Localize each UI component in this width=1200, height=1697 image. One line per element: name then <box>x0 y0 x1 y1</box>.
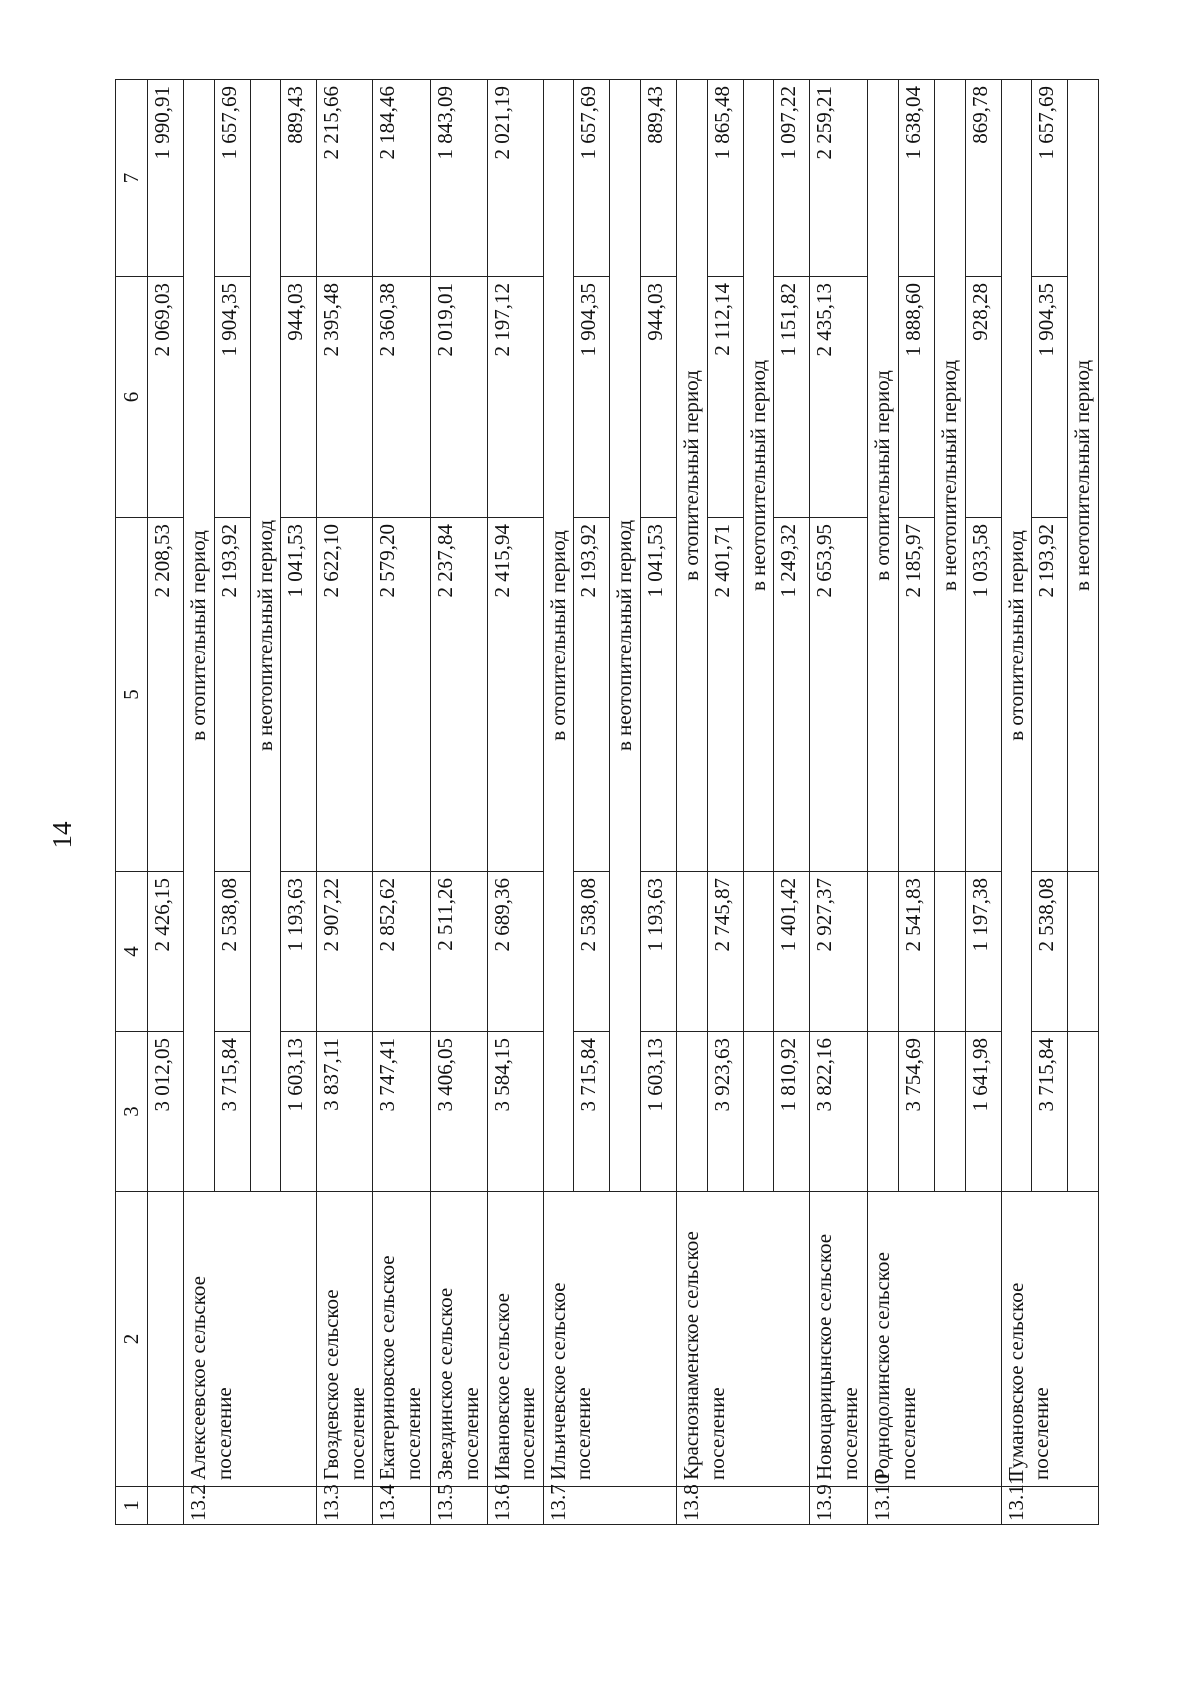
table-row <box>543 80 574 1525</box>
value-cell: 1 097,22 <box>774 80 810 277</box>
blank-cell <box>1068 872 1099 1032</box>
row-name-cell: Алексеевское сельское поселение <box>184 1192 317 1487</box>
value-cell: 889,43 <box>281 80 317 277</box>
row-num-cell: 13.6 <box>487 1487 543 1525</box>
value-cell: 2 185,97 <box>898 518 934 872</box>
value-cell: 2 426,15 <box>148 872 184 1032</box>
period-label: в неотопительный период <box>934 80 965 872</box>
row-name-cell: Екатериновское сельское поселение <box>373 1192 431 1487</box>
value-cell: 2 197,12 <box>487 277 543 518</box>
value-cell: 1 657,69 <box>574 80 610 277</box>
row-num-cell: 13.2 <box>184 1487 317 1525</box>
value-cell: 3 715,84 <box>574 1032 610 1192</box>
row-num-cell: 13.5 <box>431 1487 487 1525</box>
row-name-cell: Звездинское сельское поселение <box>431 1192 487 1487</box>
value-cell: 944,03 <box>641 277 677 518</box>
value-cell: 1 041,53 <box>281 518 317 872</box>
value-cell: 1 193,63 <box>281 872 317 1032</box>
row-num-cell: 13.4 <box>373 1487 431 1525</box>
period-label: в отопительный период <box>184 80 215 1192</box>
value-cell: 1 904,35 <box>574 277 610 518</box>
value-cell: 3 715,84 <box>214 1032 250 1192</box>
value-cell: 2 538,08 <box>574 872 610 1032</box>
value-cell: 1 033,58 <box>965 518 1001 872</box>
value-cell: 1 638,04 <box>898 80 934 277</box>
row-name-cell: Гвоздевское сельское поселение <box>317 1192 373 1487</box>
value-cell: 1 249,32 <box>774 518 810 872</box>
value-cell: 1 041,53 <box>641 518 677 872</box>
tariff-table-rotated <box>115 80 1095 1525</box>
value-cell: 3 822,16 <box>810 1032 868 1192</box>
value-cell: 2 208,53 <box>148 518 184 872</box>
row-name-cell: Новоцарицынское сельское поселение <box>810 1192 868 1487</box>
blank-cell <box>677 872 708 1032</box>
value-cell: 2 653,95 <box>810 518 868 872</box>
table-row <box>677 80 708 1525</box>
value-cell: 1 603,13 <box>281 1032 317 1192</box>
value-cell: 2 395,48 <box>317 277 373 518</box>
period-label: в отопительный период <box>543 80 574 1192</box>
value-cell: 869,78 <box>965 80 1001 277</box>
value-cell: 1 641,98 <box>965 1032 1001 1192</box>
value-cell: 2 021,19 <box>487 80 543 277</box>
value-cell: 2 069,03 <box>148 277 184 518</box>
blank-cell <box>743 872 774 1032</box>
blank-cell <box>1068 1032 1099 1192</box>
row-num-cell: 13.11 <box>1001 1487 1098 1525</box>
value-cell: 2 112,14 <box>707 277 743 518</box>
row-num-cell: 13.9 <box>810 1487 868 1525</box>
value-cell: 1 888,60 <box>898 277 934 518</box>
value-cell: 2 193,92 <box>1032 518 1068 872</box>
value-cell: 2 360,38 <box>373 277 431 518</box>
header-cell: 7 <box>116 80 148 277</box>
value-cell: 2 215,66 <box>317 80 373 277</box>
row-name-cell: Краснознаменское сельское поселение <box>677 1192 810 1487</box>
value-cell: 1 810,92 <box>774 1032 810 1192</box>
value-cell: 3 837,11 <box>317 1032 373 1192</box>
value-cell: 2 689,36 <box>487 872 543 1032</box>
header-cell: 3 <box>116 1032 148 1192</box>
value-cell: 3 012,05 <box>148 1032 184 1192</box>
value-cell: 1 193,63 <box>641 872 677 1032</box>
row-name-cell: Тумановское сельское поселение <box>1001 1192 1098 1487</box>
value-cell: 2 907,22 <box>317 872 373 1032</box>
row-num-cell: 13.10 <box>868 1487 1001 1525</box>
value-cell: 1 657,69 <box>214 80 250 277</box>
value-cell: 1 865,48 <box>707 80 743 277</box>
blank-cell <box>934 1032 965 1192</box>
value-cell: 1 904,35 <box>1032 277 1068 518</box>
value-cell: 1 151,82 <box>774 277 810 518</box>
value-cell: 2 237,84 <box>431 518 487 872</box>
value-cell: 1 401,42 <box>774 872 810 1032</box>
value-cell: 1 197,38 <box>965 872 1001 1032</box>
value-cell: 2 193,92 <box>574 518 610 872</box>
table-row <box>148 80 184 1525</box>
period-label: в неотопительный период <box>250 80 281 1192</box>
value-cell: 1 843,09 <box>431 80 487 277</box>
period-label: в отопительный период <box>677 80 708 872</box>
value-cell: 944,03 <box>281 277 317 518</box>
row-num-cell: 13.7 <box>543 1487 676 1525</box>
value-cell: 3 754,69 <box>898 1032 934 1192</box>
value-cell: 2 579,20 <box>373 518 431 872</box>
period-label: в отопительный период <box>868 80 899 872</box>
row-num-cell <box>148 1487 184 1525</box>
table-row <box>184 80 215 1525</box>
table-header-row <box>116 80 148 1525</box>
blank-cell <box>743 1032 774 1192</box>
table-row <box>810 80 868 1525</box>
value-cell: 2 435,13 <box>810 277 868 518</box>
value-cell: 2 193,92 <box>214 518 250 872</box>
value-cell: 2 622,10 <box>317 518 373 872</box>
value-cell: 2 852,62 <box>373 872 431 1032</box>
value-cell: 2 538,08 <box>214 872 250 1032</box>
table-row <box>1001 80 1032 1525</box>
blank-cell <box>868 1032 899 1192</box>
row-num-cell: 13.3 <box>317 1487 373 1525</box>
value-cell: 2 745,87 <box>707 872 743 1032</box>
value-cell: 2 184,46 <box>373 80 431 277</box>
value-cell: 3 584,15 <box>487 1032 543 1192</box>
row-name-cell: Ивановское сельское поселение <box>487 1192 543 1487</box>
table-row <box>431 80 487 1525</box>
value-cell: 2 541,83 <box>898 872 934 1032</box>
header-cell: 5 <box>116 518 148 872</box>
value-cell: 1 904,35 <box>214 277 250 518</box>
row-name-cell <box>148 1192 184 1487</box>
period-label: в отопительный период <box>1001 80 1032 1192</box>
period-label: в неотопительный период <box>610 80 641 1192</box>
value-cell: 1 603,13 <box>641 1032 677 1192</box>
value-cell: 2 401,71 <box>707 518 743 872</box>
value-cell: 2 019,01 <box>431 277 487 518</box>
value-cell: 928,28 <box>965 277 1001 518</box>
value-cell: 2 538,08 <box>1032 872 1068 1032</box>
table-row <box>373 80 431 1525</box>
tariff-table <box>115 79 1099 1525</box>
value-cell: 3 747,41 <box>373 1032 431 1192</box>
value-cell: 2 927,37 <box>810 872 868 1032</box>
header-cell: 1 <box>116 1487 148 1525</box>
value-cell: 2 259,21 <box>810 80 868 277</box>
header-cell: 4 <box>116 872 148 1032</box>
blank-cell <box>868 872 899 1032</box>
value-cell: 2 415,94 <box>487 518 543 872</box>
value-cell: 2 511,26 <box>431 872 487 1032</box>
row-name-cell: Роднодолинское сельское поселение <box>868 1192 1001 1487</box>
row-name-cell: Ильичевское сельское поселение <box>543 1192 676 1487</box>
period-label: в неотопительный период <box>1068 80 1099 872</box>
blank-cell <box>677 1032 708 1192</box>
period-label: в неотопительный период <box>743 80 774 872</box>
value-cell: 3 406,05 <box>431 1032 487 1192</box>
value-cell: 1 657,69 <box>1032 80 1068 277</box>
table-row <box>487 80 543 1525</box>
table-row <box>868 80 899 1525</box>
value-cell: 3 715,84 <box>1032 1032 1068 1192</box>
row-num-cell: 13.8 <box>677 1487 810 1525</box>
header-cell: 2 <box>116 1192 148 1487</box>
value-cell: 1 990,91 <box>148 80 184 277</box>
value-cell: 3 923,63 <box>707 1032 743 1192</box>
table-row <box>317 80 373 1525</box>
value-cell: 889,43 <box>641 80 677 277</box>
header-cell: 6 <box>116 277 148 518</box>
blank-cell <box>934 872 965 1032</box>
page-number: 14 <box>47 821 77 849</box>
